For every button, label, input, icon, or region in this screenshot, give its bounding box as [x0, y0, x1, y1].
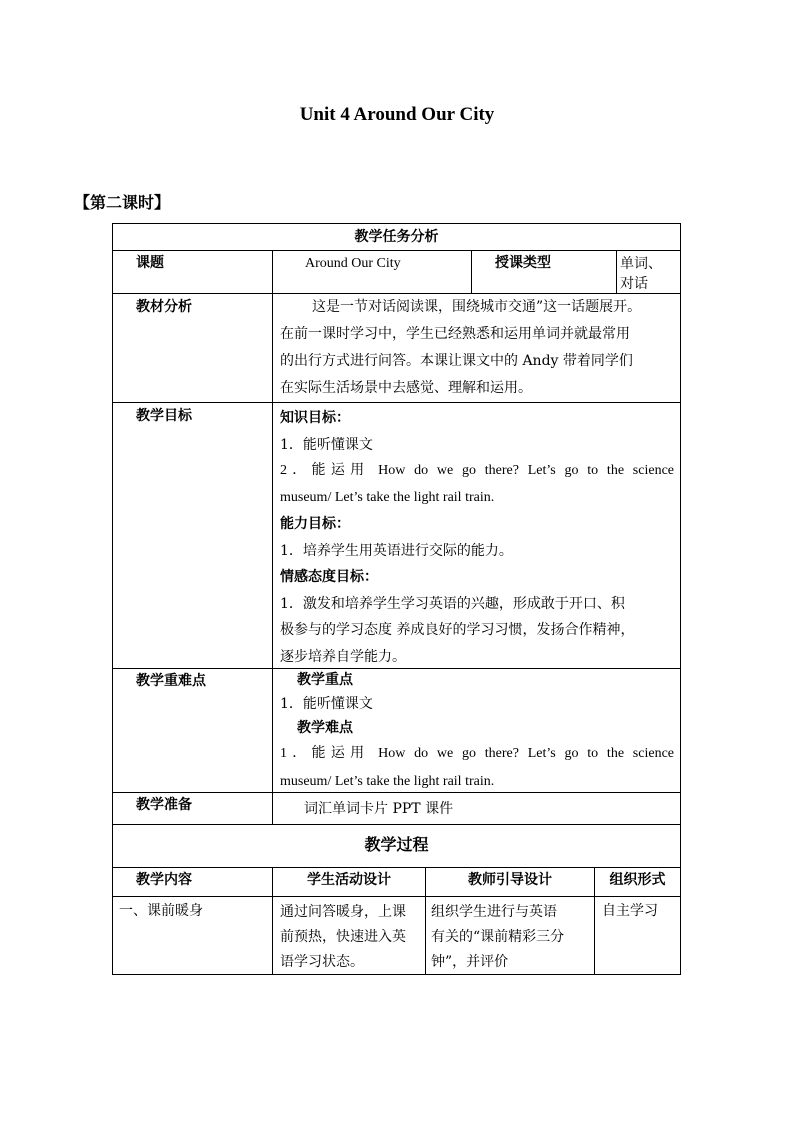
page-title: Unit 4 Around Our City	[299, 104, 495, 125]
col-content: 教学内容	[136, 872, 192, 888]
keypoints-text: 教学重点 1．能听懂课文 教学难点 1．能运用 How do we go there? Let’s go to the science museum/ Let’s take the light rail train.	[280, 672, 674, 789]
row1-form: 自主学习	[602, 903, 658, 919]
lesson-label: 【第二课时】	[74, 193, 171, 212]
lesson-plan-table	[112, 223, 681, 975]
row1-teacher: 组织学生进行与英语 有关的“课前精彩三分 钟”，并评价	[431, 904, 565, 970]
preparation-value: 词汇单词卡片 PPT 课件	[304, 801, 454, 817]
col-organization: 组织形式	[609, 872, 666, 888]
objectives-label: 教学目标	[136, 408, 192, 424]
row1-content: 一、课前暖身	[119, 903, 203, 919]
lesson-type-value: 单词、 对话	[620, 256, 662, 292]
material-analysis-text: 这是一节对话阅读课，围绕城市交通”这一话题展开。 在前一课时学习中，学生已经熟悉和运用单词并就最常用 的出行方式进行问答。本课让课文中的 Andy 带着同学们 在实际生活场景中去感觉、理解和运用。	[280, 299, 642, 396]
col-student-activity: 学生活动设计	[307, 872, 391, 888]
col-teacher-guidance: 教师引导设计	[468, 872, 552, 888]
preparation-label: 教学准备	[136, 797, 192, 813]
material-analysis-label: 教材分析	[136, 299, 192, 315]
objectives-text: 知识目标： 1．能听懂课文 2．能运用 How do we go there? Let’s go to the science museum/ Let’s take the light rail train. 能力目标： 1．培养学生用英语进行交际的能力。 情感态度目标： 1．激发和培养学生学习英语的兴趣，形成敢于开口、积 极参与的学习态度 养成良好的学习习惯，发扬合作精神， 逐步培养自学能力。	[280, 410, 674, 665]
topic-label: 课题	[136, 255, 164, 271]
process-header: 教学过程	[364, 835, 429, 854]
task-analysis-header: 教学任务分析	[354, 229, 439, 245]
row1-student: 通过问答暖身，上课 前预热，快速进入英 语学习状态。	[280, 904, 406, 970]
lesson-type-label: 授课类型	[495, 255, 551, 271]
topic-value: Around Our City	[305, 256, 401, 271]
keypoints-label: 教学重难点	[136, 673, 206, 689]
